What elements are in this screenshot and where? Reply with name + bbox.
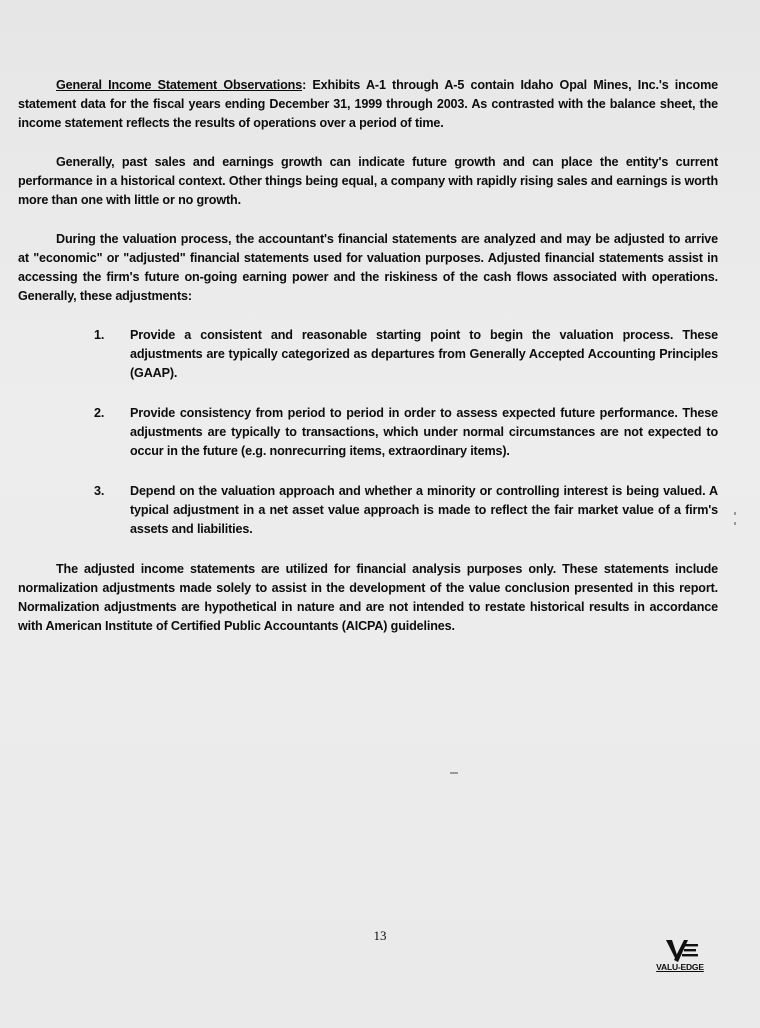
paragraph-valuation-process: During the valuation process, the accountant's financial statements are analyzed and may be adjusted to arrive at "economic" or "adjusted" financial statements used for valuation purposes. Adjusted financial statements assist in accessing the firm's future on-going earning power and the riskiness of the cash flows associated with operations. Generally, these adjustments: (18, 232, 718, 303)
list-item-number: 2. (94, 406, 105, 420)
list-item-number: 3. (94, 484, 105, 498)
paragraph-growth: Generally, past sales and earnings growth can indicate future growth and can place the entity's current performance in a historical context. Other things being equal, a company with rapidly rising sales and earnings is worth more than one with little or no growth. (18, 155, 718, 207)
scan-speck (734, 522, 736, 525)
list-item (18, 326, 718, 383)
section-heading: General Income Statement Observations (56, 78, 303, 92)
list-item (18, 404, 718, 461)
list-item-number: 1. (94, 328, 105, 342)
list-item (18, 482, 718, 539)
scan-speck (450, 772, 458, 774)
logo-wordmark: VALU-EDGE (656, 962, 704, 972)
valu-edge-logo-icon (648, 938, 712, 978)
list-item-text: Depend on the valuation approach and whether a minority or controlling interest is being valued. A typical adjustment in a net asset value approach is made to reflect the fair market value of a firm's assets and liabilities. (130, 484, 718, 536)
document-body (18, 76, 718, 656)
page-number: 13 (373, 928, 387, 943)
adjustments-list (18, 326, 718, 539)
scan-speck (734, 512, 736, 515)
list-item-text: Provide a consistent and reasonable starting point to begin the valuation process. These adjustments are typically categorized as departures from Generally Accepted Accounting Principles (GAAP). (130, 328, 718, 380)
paragraph-income-statement-observations (18, 76, 718, 133)
paragraph-text: : Exhibits A-1 through A-5 contain Idaho Opal Mines, Inc.'s income statement data for the fiscal years ending December 31, 1999 through 2003. As contrasted with the balance sheet, the income statement reflects the results of operations over a period of time. (18, 78, 719, 130)
paragraph-adjusted-statements: The adjusted income statements are utilized for financial analysis purposes only. These statements include normalization adjustments made solely to assist in the development of the value conclusion presented in this report. Normalization adjustments are hypothetical in nature and are not intended to restate historical results in accordance with American Institute of Certified Public Accountants (AICPA) guidelines. (18, 562, 718, 633)
list-item-text: Provide consistency from period to period in order to assess expected future performance. These adjustments are typically to transactions, which under normal circumstances are not expected to occur in the future (e.g. nonrecurring items, extraordinary items). (130, 406, 718, 458)
